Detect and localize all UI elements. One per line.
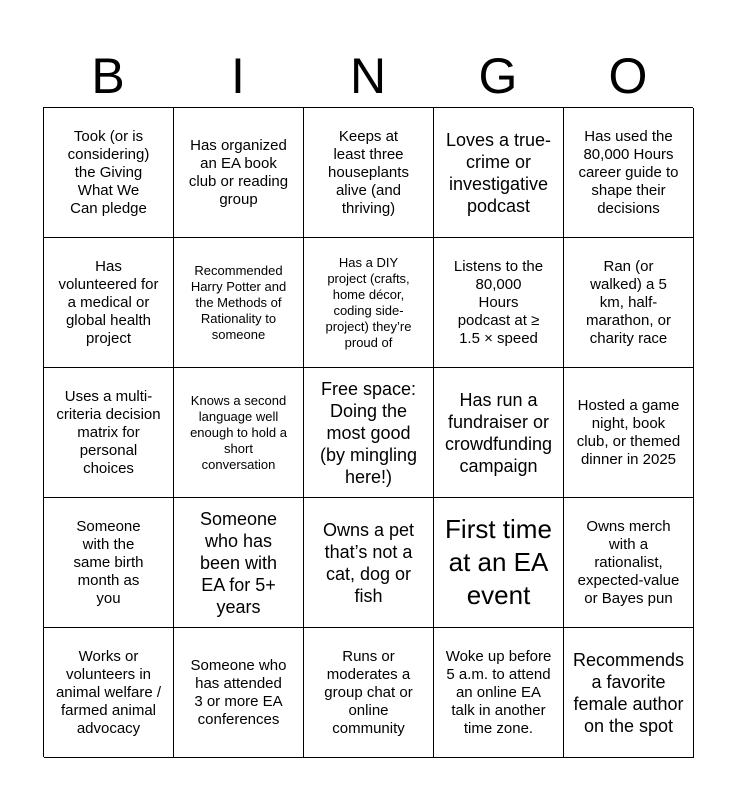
bingo-cell[interactable] [434,628,564,758]
bingo-cell[interactable] [174,368,304,498]
cell-text: Owns merch with a rationalist, expected-value or Bayes pun [577,517,680,607]
cell-text: Runs or moderates a group chat or online community [324,647,413,737]
cell-text: Loves a true-crime or investigative podcast [445,129,552,216]
bingo-cell[interactable] [564,498,694,628]
bingo-cell[interactable] [304,238,434,368]
cell-text: Has run a fundraiser or crowdfunding campaign [444,389,553,476]
header-letter-n: N [349,48,387,104]
cell-text: Woke up before 5 a.m. to attend an online EA talk in another time zone. [445,647,552,737]
cell-text: Someone who has attended 3 or more EA conferences [190,656,287,728]
bingo-cell[interactable] [174,628,304,758]
bingo-cell[interactable] [44,238,174,368]
cell-text: Has volunteered for a medical or global health project [58,257,159,347]
cell-text: Someone who has been with EA for 5+ years [199,508,278,617]
cell-text: Free space: Doing the most good (by mingling here!) [319,378,418,487]
cell-text: Recommends a favorite female author on the spot [572,649,685,736]
bingo-cell[interactable] [44,108,174,238]
bingo-cell[interactable] [44,368,174,498]
bingo-cell[interactable] [564,238,694,368]
header-letter-o: O [608,48,648,104]
cell-text: Ran (or walked) a 5 km, half-marathon, or charity race [585,257,672,347]
bingo-cell[interactable] [564,628,694,758]
bingo-cell[interactable] [174,498,304,628]
cell-text: Has a DIY project (crafts, home décor, coding side-project) they’re proud of [325,254,412,350]
cell-text: Took (or is considering) the Giving What We Can pledge [67,127,150,217]
header-letter-i: I [231,48,245,104]
free-space-cell[interactable] [304,368,434,498]
bingo-card-grid [43,107,693,757]
bingo-cell[interactable] [304,498,434,628]
bingo-cell[interactable] [174,238,304,368]
bingo-cell[interactable] [564,368,694,498]
bingo-cell[interactable] [434,368,564,498]
bingo-header [43,45,693,107]
cell-text: Uses a multi-criteria decision matrix for personal choices [56,387,161,477]
cell-text: Hosted a game night, book club, or themed dinner in 2025 [576,396,681,468]
cell-text: Knows a second language well enough to hold a short conversation [190,392,287,472]
cell-text: Works or volunteers in animal welfare / farmed animal advocacy [55,647,162,737]
bingo-cell[interactable] [44,498,174,628]
bingo-cell[interactable] [304,628,434,758]
bingo-cell[interactable] [304,108,434,238]
cell-text: Has organized an EA book club or reading group [188,136,289,208]
cell-text: Listens to the 80,000 Hours podcast at ≥ 1.5 × speed [453,257,544,347]
header-letter-b: B [91,48,125,104]
header-letter-g: G [478,48,518,104]
cell-text: Has used the 80,000 Hours career guide to shape their decisions [578,127,679,217]
cell-text: Someone with the same birth month as you [73,517,144,607]
bingo-cell[interactable] [434,498,564,628]
bingo-cell[interactable] [434,108,564,238]
bingo-cell[interactable] [174,108,304,238]
cell-text: Keeps at least three houseplants alive (and thriving) [328,127,409,217]
bingo-cell[interactable] [434,238,564,368]
cell-text: First time at an EA event [445,514,552,610]
cell-text: Recommended Harry Potter and the Methods of Rationality to someone [190,262,287,342]
bingo-cell[interactable] [564,108,694,238]
bingo-cell[interactable] [44,628,174,758]
cell-text: Owns a pet that’s not a cat, dog or fish [322,519,415,606]
